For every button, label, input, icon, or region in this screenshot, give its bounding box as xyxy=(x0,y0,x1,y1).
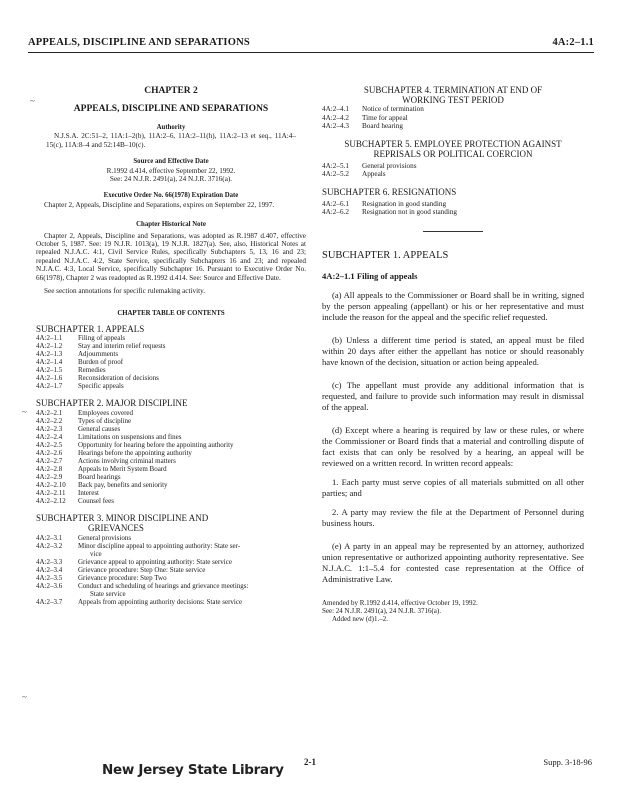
source-text-1: R.1992 d.414, effective September 22, 1992. xyxy=(106,166,236,175)
toc-item: 4A:2–4.2 Time for appeal xyxy=(322,113,408,122)
left-column xyxy=(36,85,306,606)
amendment-line-2: See: 24 N.J.R. 2491(a), 24 N.J.R. 3716(a). xyxy=(322,606,441,615)
toc-item: 4A:2–1.1 Filing of appeals xyxy=(36,334,126,343)
toc-list-3 xyxy=(36,534,306,606)
toc-item: 4A:2–1.4 Burden of proof xyxy=(36,358,124,367)
authority-text: N.J.S.A. 2C:51–2, 11A:1–2(b), 11A:2–6, 11A:2–11(h), 11A:2–13 et seq., 11A:4–15(c), 11A:8–4 and 52:14B–10(c). xyxy=(46,132,296,149)
toc-item: 4A:2–5.1 General provisions xyxy=(322,161,417,170)
toc-item: 4A:2–2.12 Counsel fees xyxy=(36,496,114,505)
section-title: 4A:2–1.1 Filing of appeals xyxy=(322,270,418,281)
toc-subchapter-6: SUBCHAPTER 6. RESIGNATIONS xyxy=(322,186,457,197)
header-title: APPEALS, DISCIPLINE AND SEPARATIONS xyxy=(28,37,250,48)
toc-left xyxy=(36,324,306,606)
supplement-date: Supp. 3-18-96 xyxy=(543,757,592,767)
toc-item: 4A:2–4.3 Board hearing xyxy=(322,122,403,130)
toc-item: 4A:2–3.7 Appeals from appointing authority decisions: State service xyxy=(36,597,243,606)
margin-mark-icon: ~ xyxy=(22,692,27,702)
library-stamp: New Jersey State Library xyxy=(102,762,284,778)
toc-item: 4A:2–2.1 Employees covered xyxy=(36,408,134,417)
toc-list-1 xyxy=(36,334,306,390)
amendment-note xyxy=(322,599,584,624)
section-subchapter-heading: SUBCHAPTER 1. APPEALS xyxy=(322,249,449,261)
source-text-2: See: 24 N.J.R. 2491(a), 24 N.J.R. 3716(a). xyxy=(109,175,233,184)
executive-order-text: Chapter 2, Appeals, Discipline and Separations, expires on September 22, 1997. xyxy=(44,200,275,209)
paragraph-d2: 2. A party may review the file at the Department of Personnel during business hours. xyxy=(322,506,584,528)
paragraph-b: (b) Unless a different time period is stated, an appeal must be filed within 20 days after either the appellant has notice or should reasonably have known of the decision, situation or action being appealed. xyxy=(322,334,584,367)
header-rule xyxy=(28,52,594,53)
toc-subchapter-1: SUBCHAPTER 1. APPEALS xyxy=(36,323,145,334)
toc-subchapter-2: SUBCHAPTER 2. MAJOR DISCIPLINE xyxy=(36,398,188,409)
paragraph-e: (e) A party in an appeal may be represented by an attorney, authorized union representative or authorized appointing authority representative. See N.J.A.C. 1:1–5.4 for contested case representation at the Office of Administrative Law. xyxy=(322,540,584,584)
paragraph-d1: 1. Each party must serve copies of all materials submitted on all other parties; and xyxy=(322,476,584,498)
amendment-line-3: Added new (d)1.–2. xyxy=(332,614,388,623)
toc-item: 4A:2–4.1 Notice of termination xyxy=(322,105,424,113)
toc-item: 4A:2–2.9 Board hearings xyxy=(36,472,121,481)
amendment-line-1: Amended by R.1992 d.414, effective October 19, 1992. xyxy=(322,598,478,607)
toc-list-2 xyxy=(36,409,306,505)
paragraph-a: (a) All appeals to the Commissioner or Board shall be in writing, signed by the person appealing (appellant) or his or her representative and must include the reason for the appeal and the specific relief requested. xyxy=(322,289,584,322)
toc-subchapter-3-line2: GRIEVANCES xyxy=(88,523,144,534)
toc-item: 4A:2–2.6 Hearings before the appointing authority xyxy=(36,448,192,457)
margin-mark-icon: ~ xyxy=(30,96,35,106)
running-header xyxy=(28,37,594,51)
toc-item: 4A:2–3.6 Conduct and scheduling of hearings and grievance meetings: State service xyxy=(36,581,249,598)
toc-item: 4A:2–2.11 Interest xyxy=(36,488,99,497)
toc-item: 4A:2–1.3 Adjournments xyxy=(36,350,119,359)
section-divider xyxy=(423,231,483,232)
historical-note-text: Chapter 2, Appeals, Discipline and Separations, was adopted as R.1987 d.407, effective October 5, 1987. See: 19 N.J.R. 1013(a), 19 N.J.R. 1827(a). See, also, Historical Notes at repealed N.J.A.C. 4:1, Civil Service Rules, specifically Subchapters 5, 13, 16 and 23; repealed N.J.A.C. 4:2, State Service, specifically Subchapters 16 and 23; and repealed N.J.A.C. 4:3, Local Service, specifically Subchapter 16. Pursuant to Executive Order No. 66(1978), Chapter 2 was readopted as R.1992 d.414. See: Source and Effective Date. xyxy=(36,231,306,282)
toc-item: 4A:2–2.7 Actions involving criminal matters xyxy=(36,456,176,465)
toc-item: 4A:2–2.10 Back pay, benefits and seniority xyxy=(36,480,168,489)
chapter-label: CHAPTER 2 xyxy=(144,86,198,96)
toc-item: 4A:2–3.4 Grievance procedure: Step One: State service xyxy=(36,565,206,574)
toc-subchapter-4-line2: WORKING TEST PERIOD xyxy=(402,95,504,105)
toc-item: 4A:2–3.3 Grievance appeal to appointing authority: State service xyxy=(36,557,232,566)
right-column xyxy=(322,85,584,623)
authority-heading: Authority xyxy=(156,124,186,131)
toc-item: 4A:2–6.2 Resignation not in good standing xyxy=(322,208,458,216)
paragraph-c: (c) The appellant must provide any additional information that is requested, and failure to provide such information may result in dismissal of the appeal. xyxy=(322,379,584,412)
toc-subchapter-5-line2: REPRISALS OR POLITICAL COERCION xyxy=(373,148,533,159)
toc-item: 4A:2–5.2 Appeals xyxy=(322,170,386,178)
chapter-title: APPEALS, DISCIPLINE AND SEPARATIONS xyxy=(73,104,269,114)
toc-subchapter-5: SUBCHAPTER 5. EMPLOYEE PROTECTION AGAINST xyxy=(344,138,562,149)
page-number: 2-1 xyxy=(304,757,316,767)
paragraph-d: (d) Except where a hearing is required by law or these rules, or where the Commissioner or Board finds that a material and controlling dispute of fact exists that can only be resolved by a hearing, an appeal will be reviewed on a written record. In written record appeals: xyxy=(322,424,584,468)
toc-heading: CHAPTER TABLE OF CONTENTS xyxy=(117,309,225,317)
toc-subchapter-4: SUBCHAPTER 4. TERMINATION AT END OF xyxy=(363,85,543,95)
toc-item: 4A:2–3.5 Grievance procedure: Step Two xyxy=(36,573,167,582)
toc-subchapter-3: SUBCHAPTER 3. MINOR DISCIPLINE AND xyxy=(36,512,209,523)
toc-item: 4A:2–1.6 Reconsideration of decisions xyxy=(36,374,159,383)
toc-item: 4A:2–1.5 Remedies xyxy=(36,366,106,375)
toc-item: 4A:2–2.4 Limitations on suspensions and fines xyxy=(36,432,182,441)
margin-mark-icon: ~ xyxy=(22,407,27,417)
toc-item: 4A:2–2.5 Opportunity for hearing before the appointing authority xyxy=(36,440,234,449)
historical-note-heading: Chapter Historical Note xyxy=(136,221,206,229)
see-annotations-text: See section annotations for specific rulemaking activity. xyxy=(44,287,206,296)
toc-item: 4A:2–2.3 General causes xyxy=(36,424,121,433)
executive-order-heading: Executive Order No. 66(1978) Expiration Date xyxy=(103,192,239,200)
toc-item: 4A:2–2.2 Types of discipline xyxy=(36,416,132,425)
toc-item: 4A:2–6.1 Resignation in good standing xyxy=(322,199,447,208)
toc-item: 4A:2–3.1 General provisions xyxy=(36,533,132,542)
toc-item: 4A:2–1.7 Specific appeals xyxy=(36,382,124,391)
source-heading: Source and Effective Date xyxy=(133,158,209,166)
toc-item: 4A:2–2.8 Appeals to Merit System Board xyxy=(36,464,167,473)
toc-item: 4A:2–3.2 Minor discipline appeal to appointing authority: State ser- vice xyxy=(36,541,241,558)
toc-item: 4A:2–1.2 Stay and interim relief requests xyxy=(36,342,166,351)
header-section-number: 4A:2–1.1 xyxy=(552,37,594,48)
toc-right xyxy=(322,85,584,217)
